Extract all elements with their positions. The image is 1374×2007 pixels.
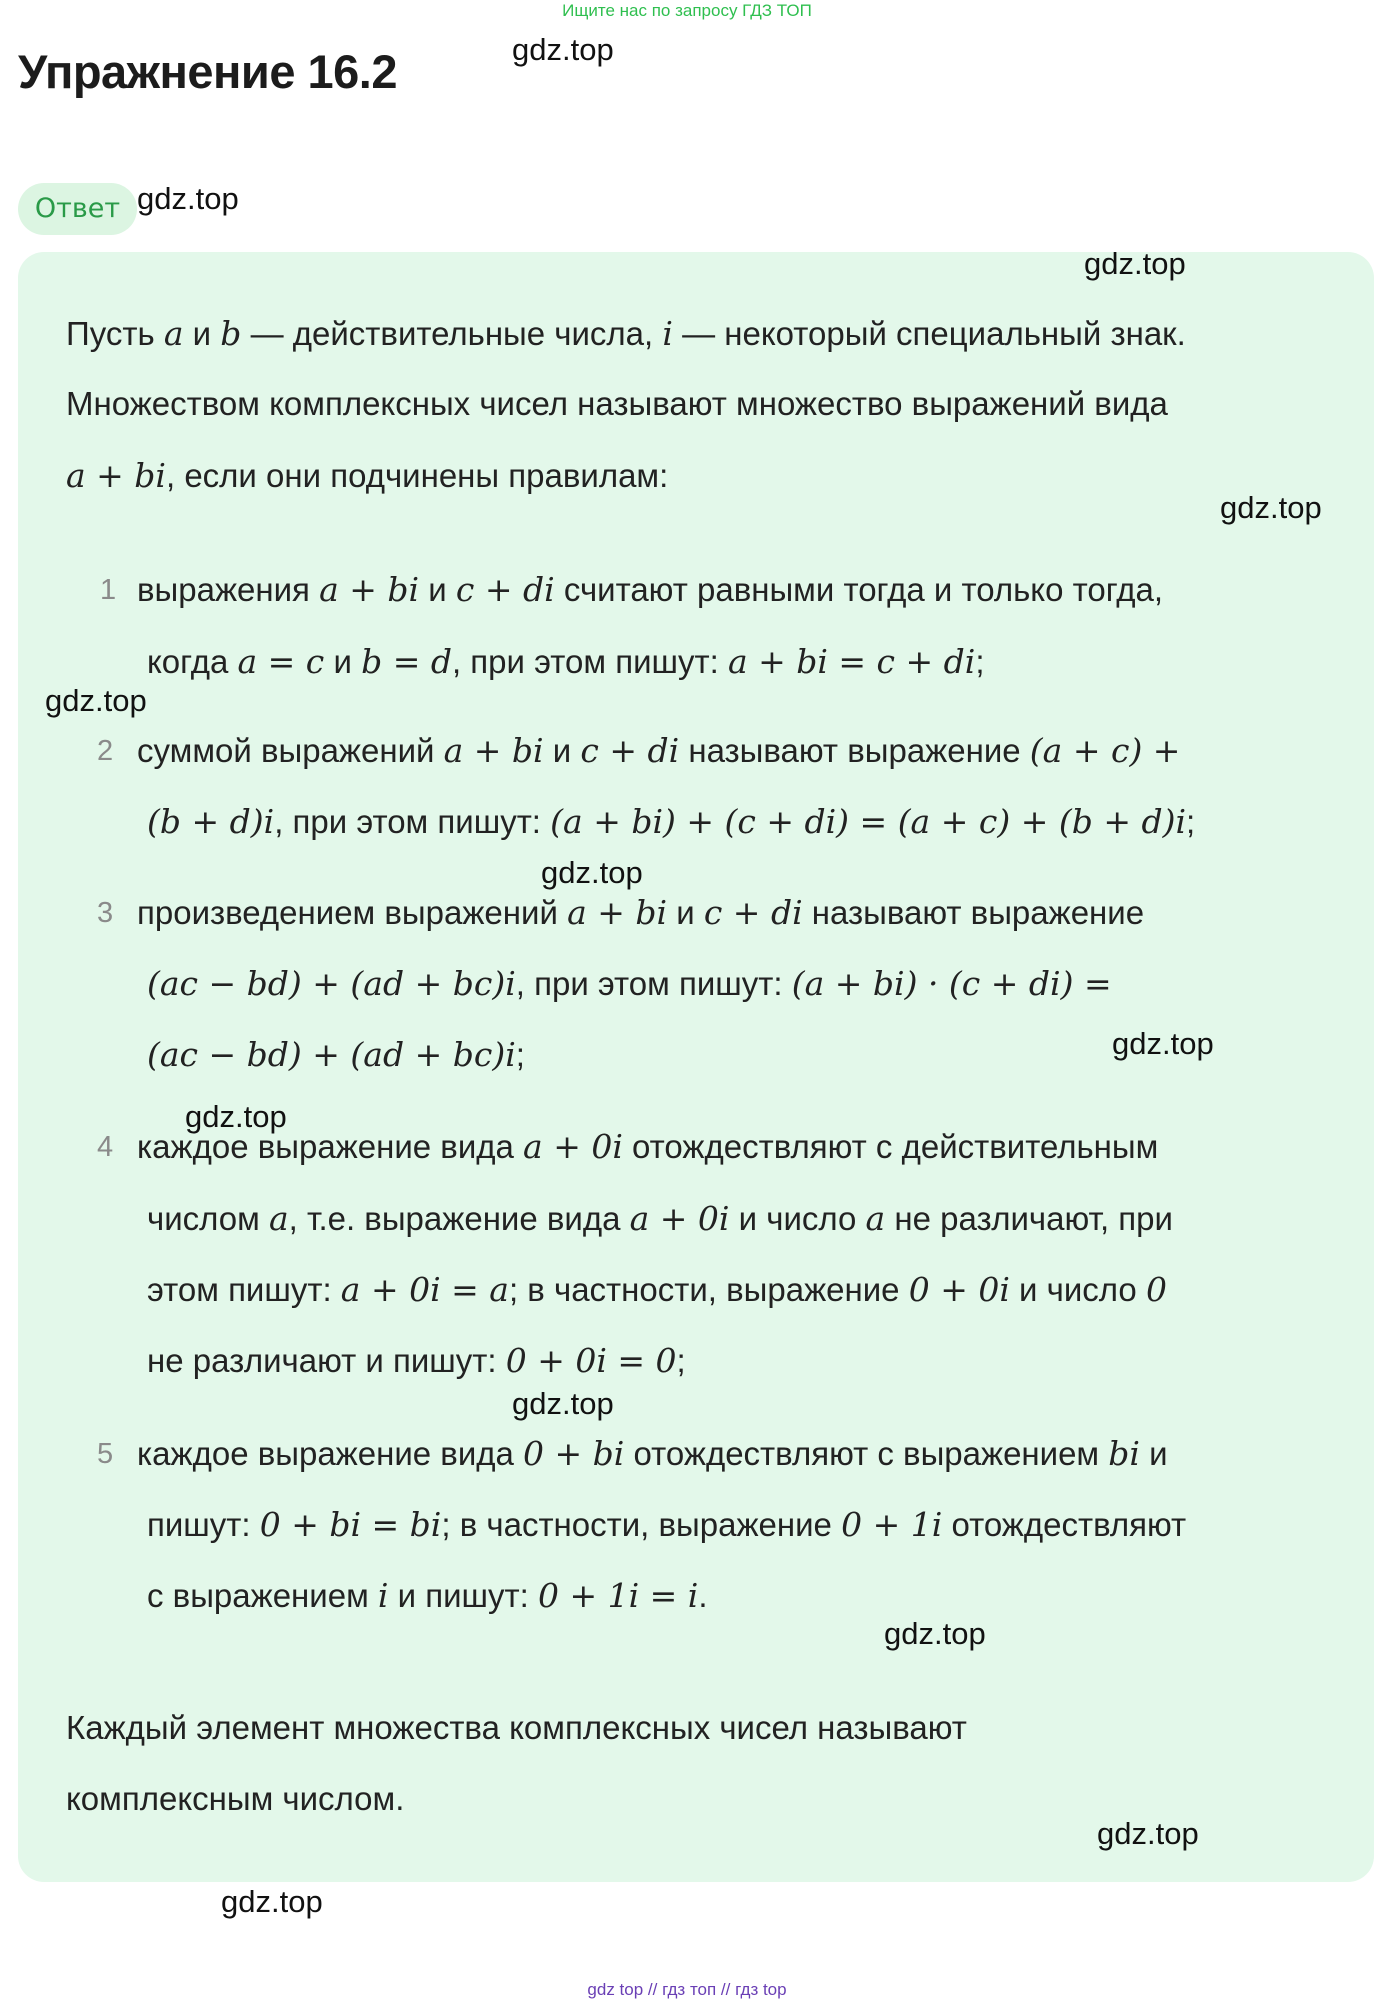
text-segment: и пишут: xyxy=(388,1577,538,1614)
math-expression: 0 + 0i = 0 xyxy=(505,1341,677,1380)
math-expression: 0 + 1i xyxy=(841,1505,943,1544)
text-segment: не различают и пишут: xyxy=(147,1342,506,1379)
list-number: 3 xyxy=(97,897,114,929)
math-expression: a + bi xyxy=(66,456,166,495)
text-segment: ; xyxy=(975,643,985,680)
answer-tab[interactable]: Ответ xyxy=(18,183,137,235)
text-segment: каждое выражение вида xyxy=(137,1128,524,1165)
text-segment: — действительные числа, xyxy=(241,315,663,352)
text-segment: , если они подчинены правилам: xyxy=(165,457,669,494)
math-expression: 0 + 1i = i xyxy=(537,1576,699,1615)
math-expression: bi xyxy=(1108,1434,1140,1473)
text-segment: и число xyxy=(729,1200,866,1237)
text-segment: называют выражение xyxy=(802,894,1145,931)
rule-line xyxy=(147,802,1195,841)
math-expression: a + bi xyxy=(319,570,420,609)
math-expression: a + bi xyxy=(443,731,544,770)
rule-line xyxy=(137,1127,1158,1166)
rule-line xyxy=(137,1434,1168,1473)
watermark: gdz.top xyxy=(512,32,614,67)
text-segment: ; в частности, выражение xyxy=(441,1506,842,1543)
text-segment: произведением выражений xyxy=(137,894,568,931)
watermark: gdz.top xyxy=(884,1616,986,1651)
text-segment: , при этом пишут: xyxy=(451,643,728,680)
watermark: gdz.top xyxy=(1084,246,1186,281)
text-segment: этом пишут: xyxy=(147,1271,341,1308)
rule-line xyxy=(147,1199,1173,1238)
text-segment: , при этом пишут: xyxy=(515,965,792,1002)
text-segment: числом xyxy=(147,1200,269,1237)
math-expression: i xyxy=(662,314,673,353)
math-expression: a xyxy=(163,314,184,353)
rule-line xyxy=(137,893,1144,932)
rule-line xyxy=(147,1035,525,1074)
math-expression: 0 + bi = bi xyxy=(259,1505,442,1544)
intro-line xyxy=(66,456,668,495)
text-segment: ; xyxy=(676,1342,686,1379)
math-expression: 0 + bi xyxy=(523,1434,625,1473)
intro-line xyxy=(66,314,1186,353)
text-segment: ; xyxy=(1186,803,1196,840)
text-segment: и xyxy=(1139,1435,1168,1472)
rule-line xyxy=(147,1341,686,1380)
math-expression: (a + bi) · (c + di) = xyxy=(791,964,1112,1003)
math-expression: (a + bi) + (c + di) = (a + c) + (b + d)i xyxy=(550,802,1187,841)
footer-links: gdz top // гдз топ // гдз top xyxy=(587,1980,787,1999)
math-expression: c + di xyxy=(455,570,555,609)
watermark: gdz.top xyxy=(45,683,147,718)
conclusion-line: комплексным числом. xyxy=(66,1780,405,1817)
top-banner: Ищите нас по запросу ГДЗ ТОП xyxy=(562,1,812,20)
text-segment: каждое выражение вида xyxy=(137,1435,524,1472)
text-segment: когда xyxy=(147,643,238,680)
rule-line xyxy=(147,1505,1186,1544)
watermark: gdz.top xyxy=(1112,1026,1214,1061)
math-expression: i xyxy=(377,1576,389,1615)
text-segment: и xyxy=(324,643,362,680)
text-segment: выражения xyxy=(137,571,320,608)
text-segment: и xyxy=(543,732,581,769)
math-expression: c + di xyxy=(580,731,680,770)
math-expression: (a + c) + xyxy=(1029,731,1181,770)
watermark: gdz.top xyxy=(185,1099,287,1134)
watermark: gdz.top xyxy=(137,181,239,216)
rule-line xyxy=(147,1576,708,1615)
watermark: gdz.top xyxy=(512,1386,614,1421)
math-expression: a xyxy=(268,1199,289,1238)
math-expression: 0 xyxy=(1145,1270,1167,1309)
conclusion-line: Каждый элемент множества комплексных чисел называют xyxy=(66,1709,967,1746)
text-segment: ; xyxy=(515,1036,525,1073)
text-segment: , при этом пишут: xyxy=(274,803,551,840)
rule-line xyxy=(137,570,1163,609)
math-expression: b xyxy=(220,314,242,353)
text-segment: суммой выражений xyxy=(137,732,444,769)
math-expression: (b + d)i xyxy=(147,802,275,841)
text-segment: и xyxy=(183,315,221,352)
text-segment: Пусть xyxy=(66,315,164,352)
math-expression: (ac − bd) + (ad + bc)i xyxy=(147,1035,516,1074)
text-segment: ; в частности, выражение xyxy=(508,1271,909,1308)
watermark: gdz.top xyxy=(221,1884,323,1919)
rule-line xyxy=(137,731,1180,770)
text-segment: пишут: xyxy=(147,1506,260,1543)
intro-line xyxy=(66,385,1168,423)
text-segment: и xyxy=(667,894,704,931)
list-number: 5 xyxy=(97,1438,114,1470)
list-number: 2 xyxy=(97,735,114,767)
rule-line xyxy=(147,1270,1167,1309)
list-number: 1 xyxy=(100,574,117,606)
text-segment: отождествляют с действительным xyxy=(622,1128,1159,1165)
text-segment: отождествляют xyxy=(942,1506,1187,1543)
math-expression: a xyxy=(865,1199,886,1238)
rule-line xyxy=(147,964,1112,1003)
text-segment: не различают, при xyxy=(885,1200,1173,1237)
list-number: 4 xyxy=(97,1131,114,1163)
text-segment: , т.е. выражение вида xyxy=(288,1200,630,1237)
watermark: gdz.top xyxy=(541,855,643,890)
math-expression: c + di xyxy=(703,893,803,932)
text-segment: называют выражение xyxy=(679,732,1030,769)
text-segment: . xyxy=(698,1577,708,1614)
math-expression: a + 0i = a xyxy=(340,1270,509,1309)
math-expression: (ac − bd) + (ad + bc)i xyxy=(147,964,516,1003)
math-expression: 0 + 0i xyxy=(908,1270,1010,1309)
rule-line xyxy=(147,642,985,681)
text-segment: — некоторый специальный знак. xyxy=(672,315,1186,352)
text-segment: считают равными тогда и только тогда, xyxy=(554,571,1164,608)
math-expression: a = c xyxy=(237,642,325,681)
text-segment: и xyxy=(419,571,456,608)
watermark: gdz.top xyxy=(1220,490,1322,525)
math-expression: a + bi = c + di xyxy=(727,642,976,681)
text-segment: и число xyxy=(1009,1271,1146,1308)
page-title: Упражнение 16.2 xyxy=(18,45,397,98)
math-expression: a + 0i xyxy=(629,1199,730,1238)
text-segment: Множеством комплексных чисел называют множество выражений вида xyxy=(66,385,1168,422)
watermark: gdz.top xyxy=(1097,1816,1199,1851)
math-expression: a + 0i xyxy=(523,1127,623,1166)
text-segment: отождествляют с выражением xyxy=(624,1435,1109,1472)
math-expression: b = d xyxy=(361,642,452,681)
math-expression: a + bi xyxy=(567,893,668,932)
text-segment: с выражением xyxy=(147,1577,378,1614)
